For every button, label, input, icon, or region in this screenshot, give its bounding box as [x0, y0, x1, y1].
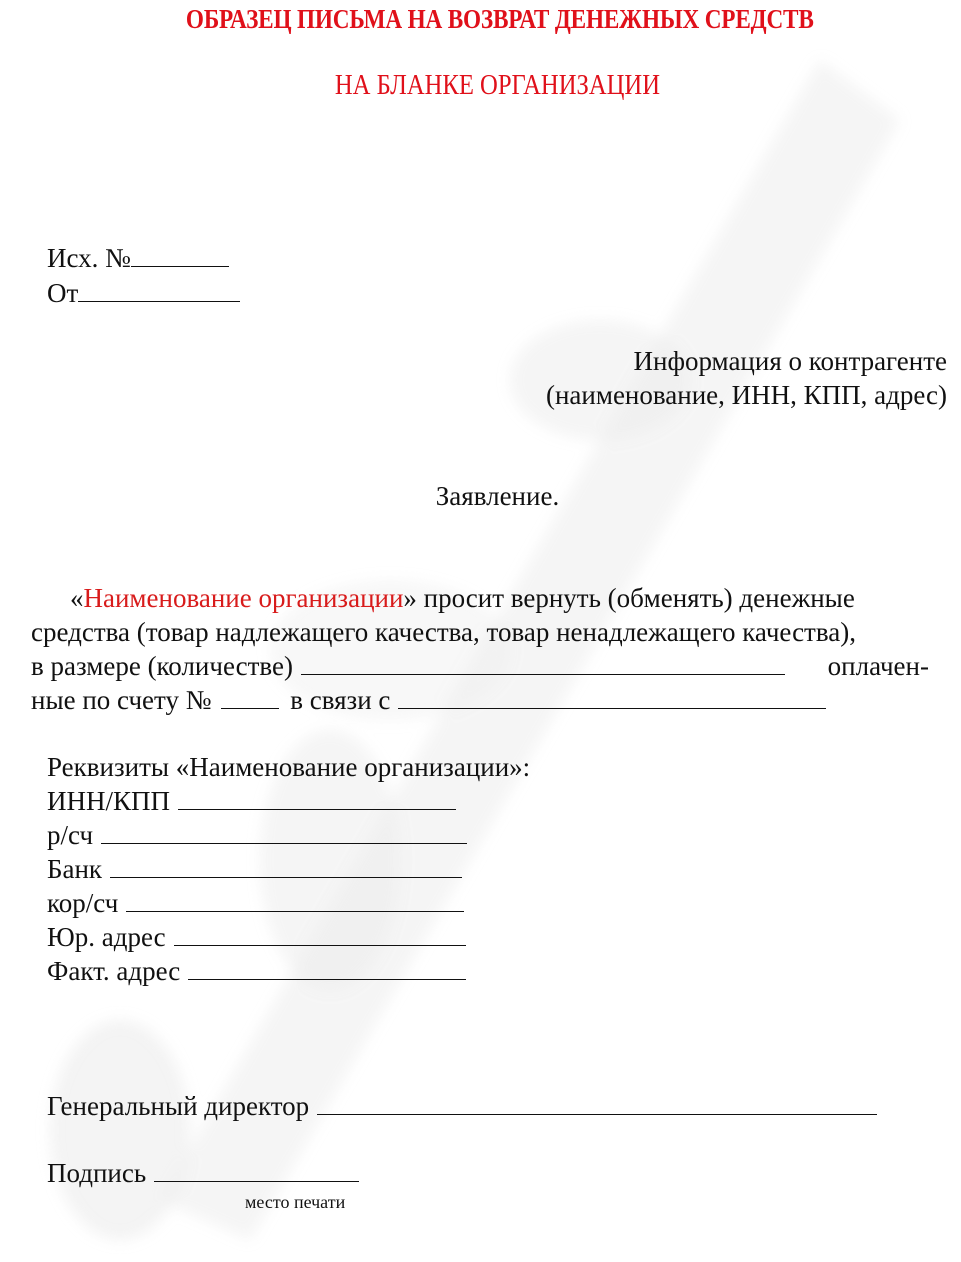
outgoing-number-label: Исх. № — [47, 243, 131, 273]
director-row — [47, 1089, 877, 1123]
actual-address-blank[interactable] — [188, 957, 466, 980]
signature-row — [47, 1156, 359, 1190]
requisite-label: Банк — [47, 854, 103, 884]
corr-account-blank[interactable] — [126, 889, 464, 912]
requisite-label: кор/сч — [47, 888, 119, 918]
open-quote: « — [70, 583, 84, 613]
document-title: Заявление. — [435, 481, 560, 511]
body-line-4 — [31, 683, 826, 717]
organization-name: Наименование организации — [83, 583, 404, 613]
signature-label: Подпись — [47, 1158, 147, 1188]
outgoing-date-blank[interactable] — [78, 279, 240, 302]
outgoing-number-row — [47, 241, 229, 275]
document-header-subtitle: НА БЛАНКЕ ОРГАНИЗАЦИИ — [334, 70, 661, 101]
document-header-title: ОБРАЗЕЦ ПИСЬМА НА ВОЗВРАТ ДЕНЕЖНЫХ СРЕДСТВ — [185, 4, 814, 34]
requisite-label: ИНН/КПП — [47, 786, 171, 816]
recipient-line-1: Информация о контрагенте — [633, 346, 947, 376]
requisite-account — [47, 818, 467, 852]
requisite-label: Факт. адрес — [47, 956, 181, 986]
director-label: Генеральный директор — [47, 1091, 310, 1121]
invoice-number-blank[interactable] — [221, 686, 279, 709]
stamp-place-label: место печати — [245, 1192, 346, 1212]
body-line-3 — [31, 649, 929, 683]
requisite-legal-address — [47, 920, 466, 954]
invoice-label: ные по счету № — [31, 685, 212, 715]
amount-blank[interactable] — [301, 652, 785, 675]
outgoing-date-label: От — [47, 278, 79, 308]
requisite-actual-address — [47, 954, 466, 988]
requisites-heading: Реквизиты «Наименование организации»: — [47, 752, 531, 782]
director-blank[interactable] — [317, 1092, 877, 1115]
recipient-line-2: (наименование, ИНН, КПП, адрес) — [545, 380, 947, 410]
requisite-label: Юр. адрес — [47, 922, 166, 952]
amount-label: в размере (количестве) — [31, 651, 293, 681]
outgoing-date-row — [47, 276, 240, 310]
requisite-corr-account — [47, 886, 464, 920]
paid-label: оплачен- — [827, 651, 929, 681]
signature-blank[interactable] — [154, 1159, 359, 1182]
legal-address-blank[interactable] — [174, 923, 466, 946]
inn-kpp-blank[interactable] — [178, 787, 456, 810]
bank-blank[interactable] — [110, 855, 462, 878]
outgoing-number-blank[interactable] — [131, 244, 229, 267]
requisite-inn-kpp — [47, 784, 456, 818]
reason-label: в связи с — [290, 685, 391, 715]
body-line-2: средства (товар надлежащего качества, товар ненадлежащего качества), — [31, 617, 856, 647]
reason-blank[interactable] — [398, 686, 826, 709]
account-blank[interactable] — [101, 821, 467, 844]
body-line-1-rest: » просит вернуть (обменять) денежные — [403, 583, 855, 613]
requisite-bank — [47, 852, 462, 886]
requisite-label: р/сч — [47, 820, 94, 850]
body-line-1 — [70, 581, 855, 615]
